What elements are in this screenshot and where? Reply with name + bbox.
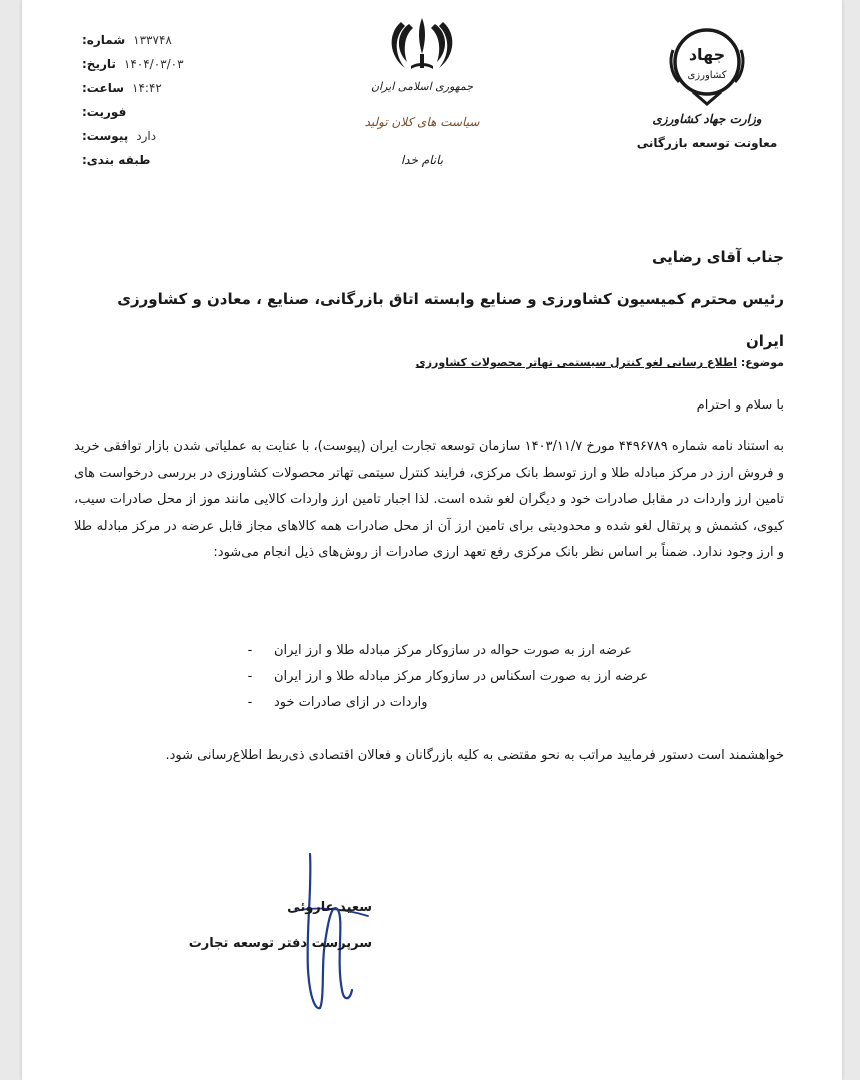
emblem-caption: جمهوری اسلامی ایران <box>370 80 474 93</box>
closing-line: خواهشمند است دستور فرمایید مراتب به نحو مقتضی به کلیه بازرگانان و فعالان اقتصادی ذی‌ربط اطلاع‌رسانی شود. <box>165 748 784 763</box>
greeting: با سلام و احترام <box>696 398 784 413</box>
letter-metadata <box>82 28 272 172</box>
meta-value: ۱۳۳۷۴۸ <box>133 33 172 47</box>
iran-emblem-icon <box>387 14 457 76</box>
meta-row-time <box>82 76 272 100</box>
bullet-list <box>242 638 762 716</box>
bullet-marker: - <box>247 695 253 710</box>
deputy-name: معاونت توسعه بازرگانی <box>636 136 778 150</box>
meta-label: ساعت: <box>82 81 125 95</box>
meta-row-date <box>82 52 272 76</box>
meta-row-number <box>82 28 272 52</box>
ba-tarikh-mark: بانام خدا <box>400 153 444 167</box>
jahad-keshavarzi-logo-icon <box>663 20 751 106</box>
meta-row-classification <box>82 148 272 172</box>
bullet-marker: - <box>247 643 253 658</box>
national-emblem-block <box>352 14 492 214</box>
meta-label: شماره: <box>82 33 126 47</box>
addressee-title: رئیس محترم کمیسیون کشاورزی و صنایع وابسته اتاق بازرگانی، صنایع ، معادن و کشاورزی <box>117 290 784 308</box>
signatory-title: سرپرست دفتر توسعه تجارت <box>188 936 372 951</box>
year-slogan: سیاست های کلان تولید <box>364 115 480 129</box>
bullet-marker: - <box>247 669 253 684</box>
logo-word-top: جهاد <box>688 45 726 64</box>
subject-label: موضوع: <box>740 356 784 369</box>
addressee-country: ایران <box>745 332 784 350</box>
meta-value: ۱۴۰۴/۰۳/۰۳ <box>123 57 184 71</box>
ministry-logo-block <box>632 20 782 150</box>
subject-text: اطلاع رسانی لغو کنترل سیستمی تهاتر محصولات کشاورزی <box>415 356 737 369</box>
meta-label: تاریخ: <box>82 57 116 71</box>
letter-page <box>22 0 842 1080</box>
signatory-name: سعید عاروئی <box>287 900 372 915</box>
ministry-name: وزارت جهاد کشاورزی <box>652 112 762 126</box>
addressee-block <box>84 236 784 362</box>
addressee-name: جناب آقای رضایی <box>652 248 784 266</box>
signature-icon <box>272 850 382 1020</box>
list-item <box>242 638 762 664</box>
meta-label: طبقه بندی: <box>82 153 151 167</box>
meta-row-attachment <box>82 124 272 148</box>
list-item <box>242 690 762 716</box>
logo-word-bottom: کشاورزی <box>687 70 727 81</box>
list-item <box>242 664 762 690</box>
meta-row-urgency <box>82 100 272 124</box>
meta-label: پیوست: <box>82 129 129 143</box>
letter-body: به استناد نامه شماره ۴۴۹۶۷۸۹ مورخ ۱۴۰۳/۱۱/۷ سازمان توسعه تجارت ایران (پیوست)، با عنایت به عملیاتی شدن بازار توافقی خرید و فروش ارز در مرکز مبادله طلا و ارز توسط بانک مرکزی، فرایند کنترل سیتمی تهاتر محصولات کشاورزی در بررسی درخواست های تامین ارز واردات در مقابل صادرات خود و دیگران لغو شده است. لذا اجبار تامین ارز واردات کالایی مانند موز از محل صادرات سیب، کیوی، کشمش و پرتقال لغو شده و محدودیتی برای تامین ارز آن از محل صادرات همه کالاهای مجاز قابل عرضه در مرکز مبادله طلا و ارز وجود ندارد. ضمناً بر اساس نظر بانک مرکزی رفع تعهد ارزی صادرات از روش‌های ذیل انجام می‌شود: <box>74 439 784 560</box>
subject-line <box>84 356 784 369</box>
meta-label: فوریت: <box>82 105 127 119</box>
list-item-text: عرضه ارز به صورت حواله در سازوکار مرکز مبادله طلا و ارز ایران <box>274 643 632 658</box>
meta-value: دارد <box>136 129 157 143</box>
list-item-text: عرضه ارز به صورت اسکناس در سازوکار مرکز مبادله طلا و ارز ایران <box>274 669 649 684</box>
list-item-text: واردات در ازای صادرات خود <box>274 695 428 710</box>
meta-value: ۱۴:۴۲ <box>132 81 162 95</box>
